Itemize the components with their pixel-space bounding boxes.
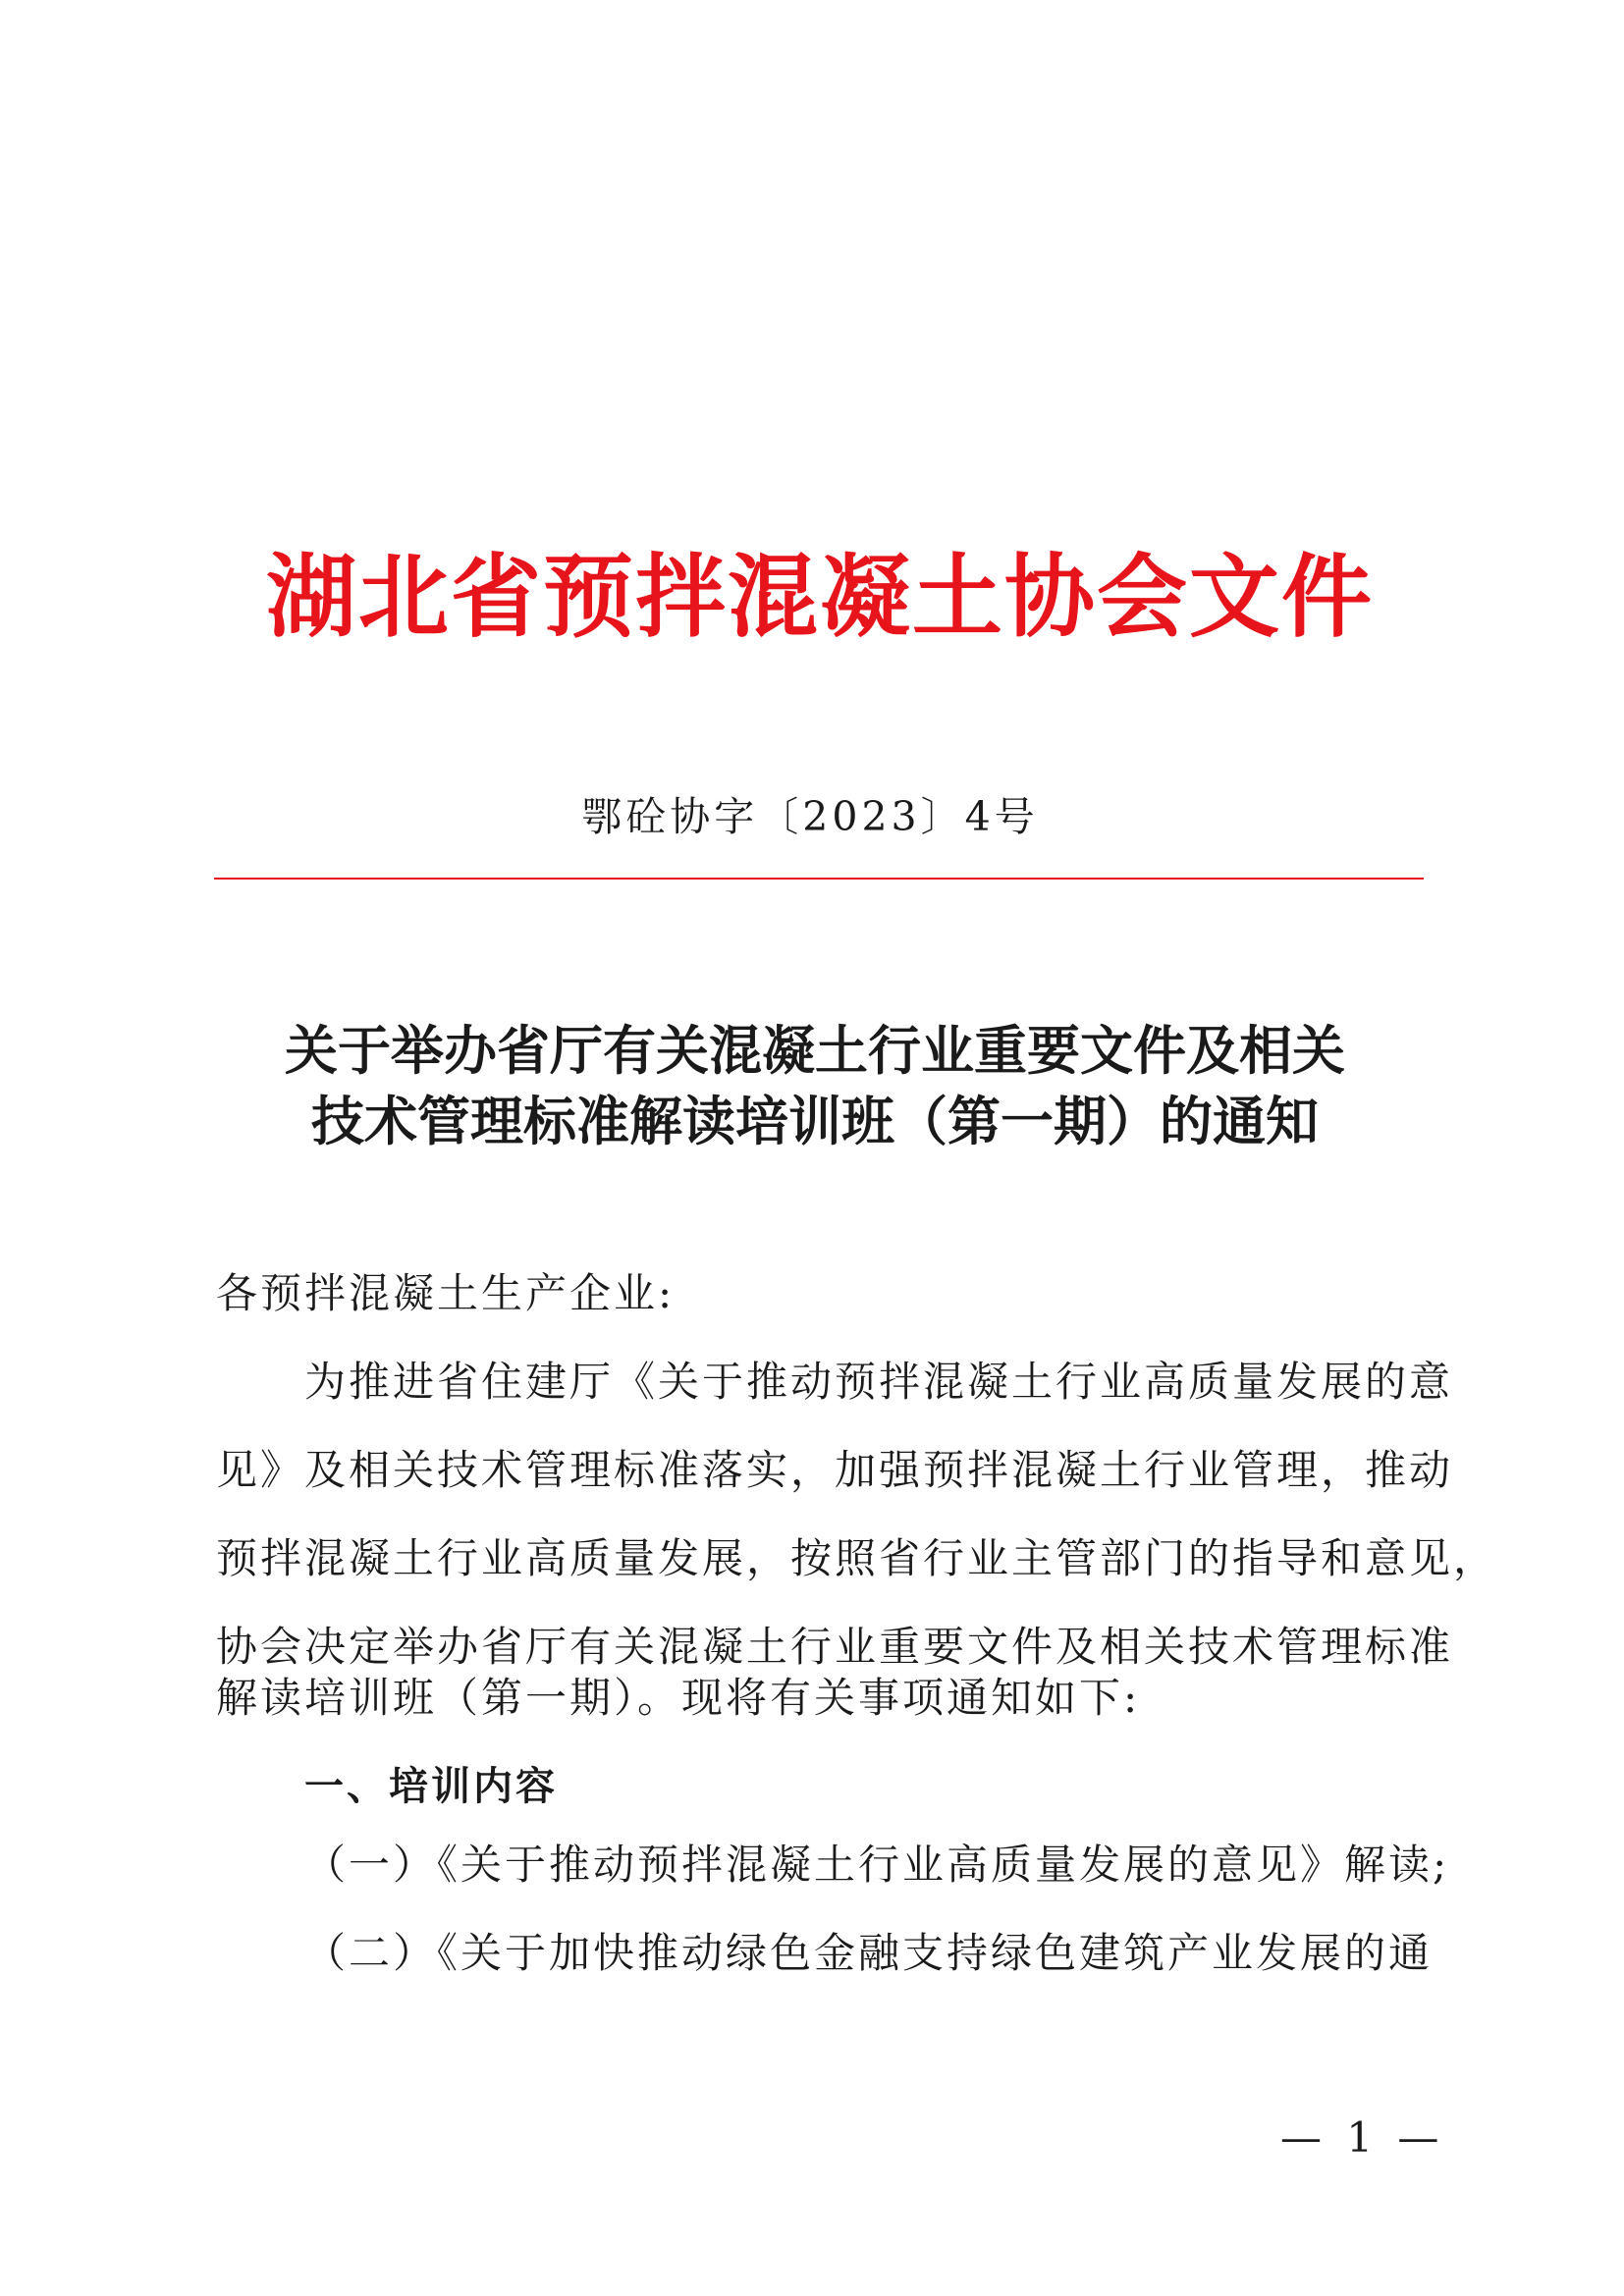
- body-line-4: 协会决定举办省厅有关混凝土行业重要文件及相关技术管理标准: [216, 1623, 1454, 1671]
- notice-title-line-1: 关于举办省厅有关混凝土行业重要文件及相关: [285, 1019, 1345, 1082]
- issuer-title: 湖北省预拌混凝土协会文件: [265, 544, 1374, 650]
- section-item-2: （二）《关于加快推动绿色金融支持绿色建筑产业发展的通: [304, 1929, 1434, 1977]
- red-divider: [214, 878, 1424, 880]
- body-line-5: 解读培训班（第一期）。现将有关事项通知如下:: [216, 1674, 1141, 1722]
- page-number: — 1 —: [1280, 2113, 1445, 2162]
- notice-title-line-2: 技术管理标准解读培训班（第一期）的通知: [311, 1090, 1319, 1152]
- body-line-3: 预拌混凝土行业高质量发展，按照省行业主管部门的指导和意见，: [216, 1534, 1498, 1582]
- body-line-2: 见》及相关技术管理标准落实，加强预拌混凝土行业管理，推动: [216, 1446, 1454, 1494]
- body-line-1: 为推进省住建厅《关于推动预拌混凝土行业高质量发展的意: [304, 1358, 1454, 1406]
- section-item-1: （一）《关于推动预拌混凝土行业高质量发展的意见》解读;: [304, 1841, 1450, 1889]
- notice-title: [206, 1015, 1424, 1156]
- salutation: 各预拌混凝土生产企业:: [216, 1269, 676, 1317]
- section-heading-training-content: 一、培训内容: [304, 1764, 558, 1809]
- document-number: 鄂砼协字〔2023〕4号: [581, 793, 1039, 840]
